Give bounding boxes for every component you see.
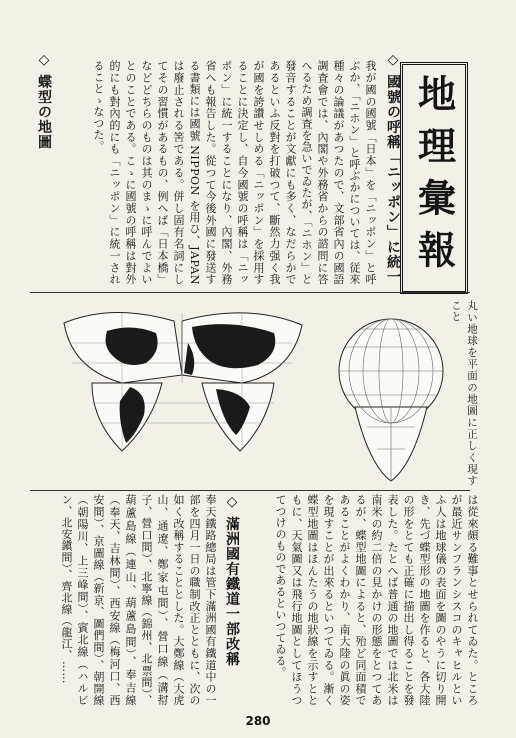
article3-body: 奉天鐵路總局は管下滿洲國有鐵道中の一部を四月一日の職制改正とともに、次の如く改稱することとした。大鄭線（大虎山、通遼、鄭家屯間）、營口線（溝幇子、營口間）、北寧線（錦州、北票間）、葫蘆島線（連山、葫蘆島間）、奉吉線（奉天、吉林間）、西安線（梅河口、西安間）、京圖線（新京、圖們間）、朝開線（朝陽川、上三峰間）、賓北線（ハルビン、北安鎭間）、齊北線（龍江、…… [60,494,217,706]
globe-peel-illustration [335,315,447,483]
article2-body: は從來頗る難事とせられてゐた。ところが最近サンフランシスコのキャヒルといふ人は地球儀の表面を圖のやうに切り開き、先づ蝶型形の地圖を作ると、各大陸の形をとても正確に描出し得ることを發表した。たとへば普通の地圖では北米は南米の約二倍の見かけの形態をとつてあるが、蝶型地圖によると、殆ど同面積であることがよくわかり、南大陸の眞の姿を現すことが出來るといつてゐる。漸く蝶型地圖はほんたうの地狀線を示すとともに、天氣圖又は飛行地圖としてほうつてつけのものであるといつてゐる。 [274,494,479,706]
article1-body: 我が國の國號「日本」を「ニッポン」と呼ぶか、「ニホン」と呼ぶかについては、従來種々の論議があつたので、文部省內の國語調査會では、內閣や外務省からの諮問に答へるため調査を急いでゐたが、「ニホン」と發音することが文獻にも多く、なだらかであるといふ反對を打破つて、斷然力强く我が國を誇讚せしめる「ニッポン」を採用することに決定し、自今國號の呼稱は「ニッポン」に統一することになり、內閣、外務省へも報告した。從つて今後外國に發送する書類には國號 NIPPON を用ひ、JAPAN は廢止される筈である。併し固有名詞にしてその習慣があるもの、例へば「日本橋」などどちらのものは其のまゝに呼んでよいとのことである。こゝに國號の呼稱は對外的にも對內的にも「ニッポン」に統一されることゝなつた。 [92,60,377,285]
butterfly-map-illustration [52,303,312,453]
article1-heading: ◇ 國號の呼稱「ニッポン」に統一 [385,52,401,285]
article2-heading: ◇ 蝶型の地圖 [36,52,52,150]
section-divider-top [30,292,470,293]
title-box [400,62,468,294]
section-divider-bottom [30,490,470,491]
page-title: 地理彙報 [411,74,457,282]
article2-caption: 丸い地球を平面の地圖に正しく現すこと [450,300,478,486]
article3-heading: ◇ 滿洲國有鐵道一部改稱 [224,494,240,667]
page-number: 280 [245,714,271,728]
